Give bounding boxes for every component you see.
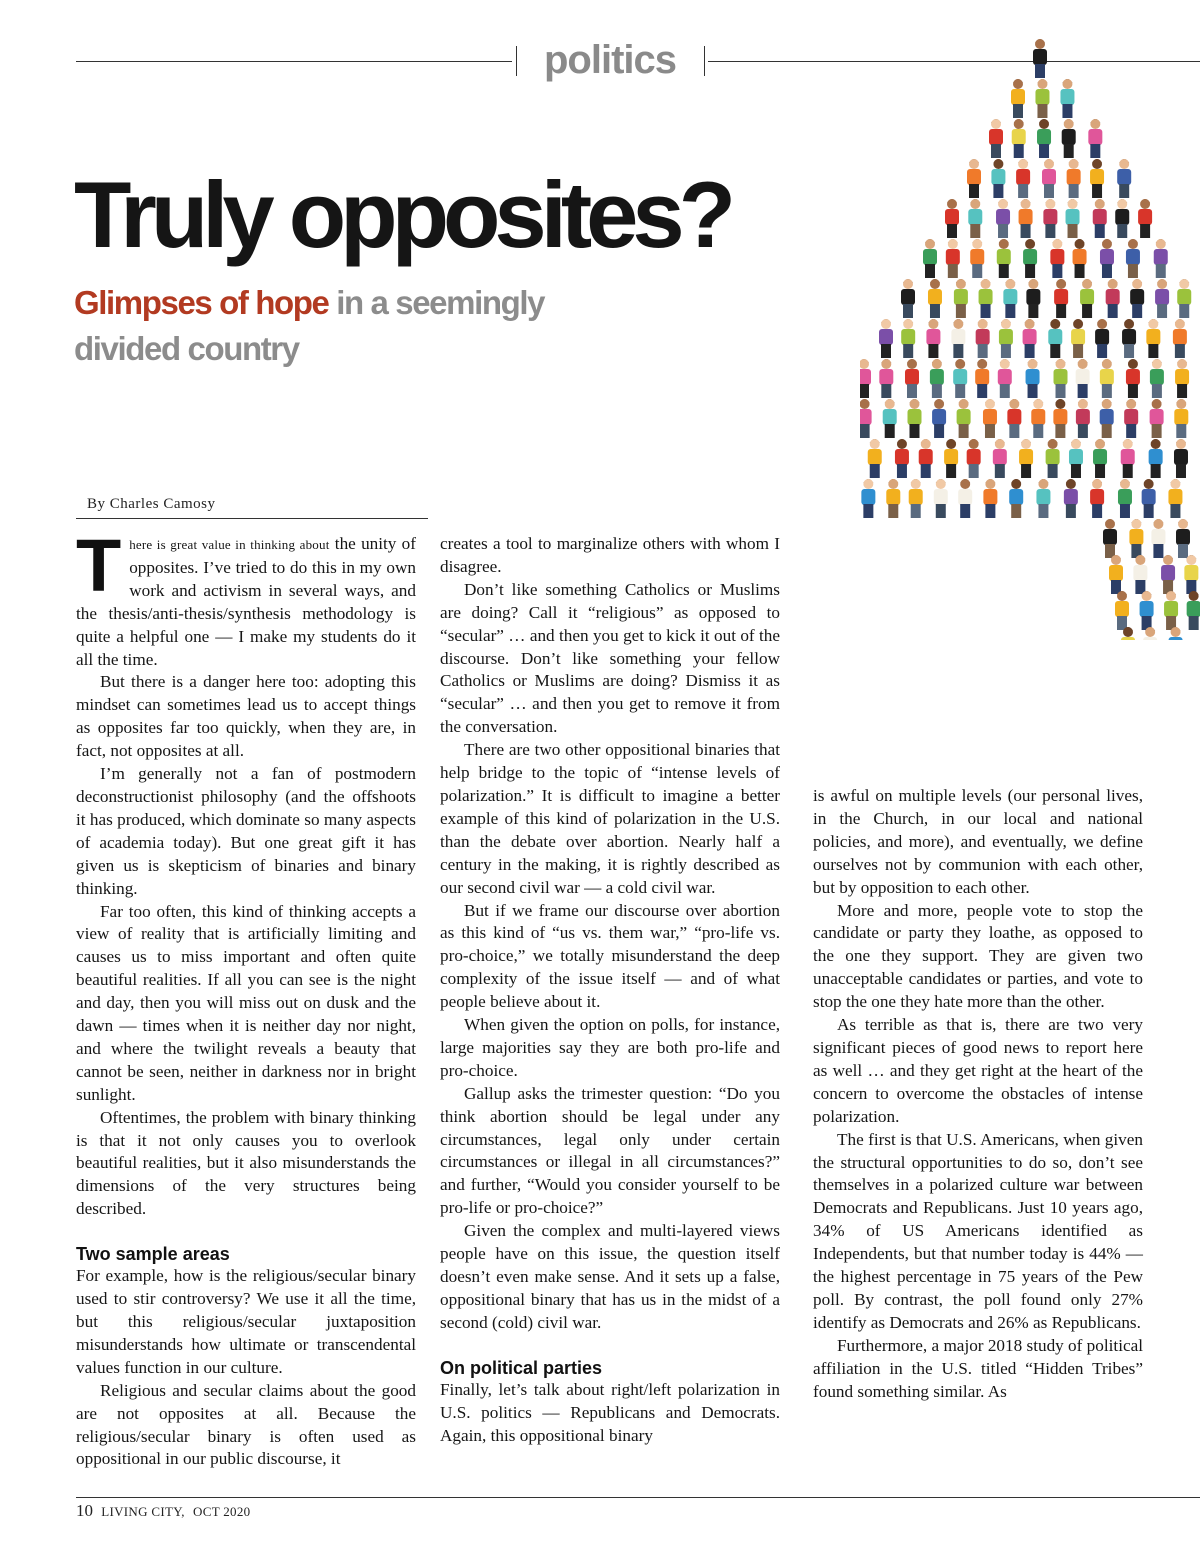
crowd-person	[1126, 239, 1140, 278]
crowd-person	[1100, 239, 1114, 278]
paragraph: Finally, let’s talk about right/left polarization in U.S. politics — Republicans and Democrats. Again, this oppositional binary	[440, 1379, 780, 1445]
section-rule-left	[76, 61, 512, 62]
crowd-person	[1064, 479, 1078, 518]
crowd-person	[998, 359, 1012, 398]
crowd-person	[1053, 399, 1067, 438]
crowd-person	[1067, 159, 1081, 198]
page-number: 10	[76, 1501, 93, 1520]
crowd-person	[1066, 199, 1080, 238]
crowd-person	[1164, 591, 1178, 630]
crowd-person	[1073, 239, 1087, 278]
crowd-person	[909, 479, 923, 518]
paragraph: is awful on multiple levels (our personal lives, in the Church, in our local and national policies, and more), and eventually, we define ourselves not by communion with each other, but by opposition to each other.	[813, 786, 1143, 897]
paragraph: There are two other oppositional binaries that help bridge to the topic of “intense levels of polarization.” It is difficult to imagine a better example of this kind of polarization in the U.S. than the debate over abortion. Nearly half a century in the making, it is rightly described as our second civil war — a cold civil war.	[440, 740, 780, 897]
crowd-person	[979, 279, 993, 318]
paragraph: Don’t like something Catholics or Muslims are doing? Call it “religious” as opposed to “secular” … and then you get to kick it out of the discourse. Don’t like something your fellow Catholics or Muslims are doing? Dismiss it as “secular” … and then you get to remove it from the conversation.	[440, 579, 780, 737]
crowd-person	[1007, 399, 1021, 438]
crowd-person	[968, 199, 982, 238]
crowd-person	[1054, 359, 1068, 398]
crowd-person	[1174, 439, 1188, 478]
paragraph: Given the complex and multi-layered views people have on this issue, the question itself doesn’t even make sense. And it sets up a false, oppositional binary that has us in the midst of a second (cold) civil war.	[440, 1221, 780, 1332]
crowd-person	[1035, 79, 1049, 118]
crowd-person	[1122, 319, 1136, 358]
crowd-person	[1037, 119, 1051, 158]
crowd-person	[1126, 359, 1140, 398]
crowd-person	[1142, 479, 1156, 518]
crowd-photo	[860, 30, 1200, 640]
crowd-person	[1023, 319, 1037, 358]
crowd-person	[1026, 279, 1040, 318]
crowd-person	[928, 279, 942, 318]
paragraph: Gallup asks the trimester question: “Do you think abortion should be legal under any circumstances, legal only under certain circumstances or illegal in all circumstances?” and further, “Would you consider yourself to be pro-life or pro-choice?”	[440, 1083, 780, 1218]
article-column-2	[440, 533, 780, 1447]
publication-name: LIVING CITY,	[101, 1504, 185, 1519]
crowd-person	[1173, 319, 1187, 358]
crowd-person	[879, 359, 893, 398]
crowd-person	[919, 439, 933, 478]
crowd-person	[1060, 79, 1074, 118]
paragraph: As terrible as that is, there are two very significant pieces of good news to report here as well … and they get right at the heart of the concern to overcome the obstacles of intense polarization.	[813, 1015, 1143, 1126]
issue-date: OCT 2020	[193, 1504, 251, 1519]
paragraph: Oftentimes, the problem with binary thinking is that it not only causes you to overlook beautiful realities, but it also misunderstands the dimensions of the very structures being described.	[76, 1107, 416, 1219]
article-column-3	[813, 785, 1143, 1403]
crowd-person	[945, 199, 959, 238]
crowd-person	[1140, 591, 1154, 630]
crowd-person	[1103, 519, 1117, 558]
crowd-person	[946, 239, 960, 278]
crowd-person	[1146, 319, 1160, 358]
crowd-person	[1043, 199, 1057, 238]
crowd-person	[1151, 519, 1165, 558]
crowd-person	[1187, 591, 1200, 630]
crowd-person	[999, 319, 1013, 358]
crowd-person	[1033, 39, 1047, 78]
crowd-person	[954, 279, 968, 318]
article-title: Truly opposites?	[74, 162, 731, 267]
page-footer	[76, 1501, 250, 1521]
crowd-person	[923, 239, 937, 278]
crowd-person	[883, 399, 897, 438]
crowd-person	[1069, 439, 1083, 478]
crowd-person	[967, 439, 981, 478]
crowd-person	[1011, 79, 1025, 118]
paragraph: For example, how is the religious/secular binary used to stir controversy? We use it all the time, but this religious/secular juxtaposition misunderstands how ultimate or transcendental values function in our culture.	[76, 1266, 416, 1377]
paragraph: creates a tool to marginalize others with whom I disagree.	[440, 534, 780, 576]
crowd-person	[901, 319, 915, 358]
crowd-person	[1071, 319, 1085, 358]
crowd-person	[1050, 239, 1064, 278]
crowd-person	[957, 399, 971, 438]
crowd-person	[1031, 399, 1045, 438]
crowd-person	[861, 479, 875, 518]
crowd-person	[895, 439, 909, 478]
crowd-person	[879, 319, 893, 358]
byline-rule	[76, 518, 428, 519]
crowd-person	[1019, 199, 1033, 238]
paragraph: But there is a danger here too: adopting this mindset can sometimes lead us to accept things as opposites far too quickly, when they are, in fact, not opposites at all.	[76, 672, 416, 761]
byline: By Charles Camosy	[87, 496, 216, 512]
crowd-person	[1115, 591, 1129, 630]
crowd-person	[1003, 279, 1017, 318]
crowd-person	[967, 159, 981, 198]
subtitle-highlight: Glimpses of hope	[74, 284, 329, 321]
crowd-person	[1150, 399, 1164, 438]
crowd-person	[1174, 399, 1188, 438]
crowd-person	[1093, 199, 1107, 238]
crowd-person	[1117, 159, 1131, 198]
crowd-person	[1090, 479, 1104, 518]
crowd-person	[1009, 479, 1023, 518]
crowd-person	[1048, 319, 1062, 358]
section-tick-left	[516, 46, 517, 76]
crowd-person	[991, 159, 1005, 198]
crowd-person	[1124, 399, 1138, 438]
crowd-person	[1100, 359, 1114, 398]
crowd-person	[976, 319, 990, 358]
footer-rule	[76, 1497, 1200, 1498]
lead-paragraph	[76, 524, 417, 671]
crowd-person	[1019, 439, 1033, 478]
crowd-person	[1184, 555, 1198, 594]
crowd-person	[983, 479, 997, 518]
article-column-1	[76, 524, 417, 1471]
crowd-person	[1138, 199, 1152, 238]
crowd-person	[970, 239, 984, 278]
crowd-person	[1130, 279, 1144, 318]
crowd-person	[993, 439, 1007, 478]
paragraph: But if we frame our discourse over abortion as this kind of “us vs. them war,” “pro-life vs. pro-choice,” we totally misunderstand the deep complexity of the issue itself — and of what people believe about it.	[440, 900, 780, 1012]
paragraph: The first is that U.S. Americans, when given the structural opportunities to do so, don’t see themselves in a polarized culture war between Democrats and Republicans. Just 10 years ago, 34% of US Americans identified as Independents, but that number today is 44% — the highest percentage in 75 years of the Pew poll. By contrast, the poll found only 27% identify as Democrats and 26% as Republicans.	[813, 1129, 1143, 1332]
crowd-person	[1095, 319, 1109, 358]
paragraph: More and more, people vote to stop the candidate or party they loathe, as opposed to the one they support. They are given two unacceptable candidates or parties, and vote to stop the one they hate more than the other.	[813, 900, 1143, 1012]
crowd-person	[1175, 359, 1189, 398]
crowd-person	[1026, 359, 1040, 398]
crowd-person	[1149, 439, 1163, 478]
crowd-person	[1076, 359, 1090, 398]
crowd-person	[1080, 279, 1094, 318]
crowd-person	[860, 359, 871, 398]
crowd-person	[886, 479, 900, 518]
paragraph: the unity of opposites. I’ve tried to do this in my own work and activism in several ways, and the thesis/anti-thesis/synthesis methodology is quite a helpful one — I make my students do it all the time.	[76, 534, 417, 669]
crowd-person	[1154, 239, 1168, 278]
crowd-person	[1115, 199, 1129, 238]
crowd-person	[934, 479, 948, 518]
crowd-person	[996, 199, 1010, 238]
crowd-person	[1054, 279, 1068, 318]
paragraph: When given the option on polls, for instance, large majorities say they are both pro-life and pro-choice.	[440, 1015, 780, 1080]
crowd-person	[989, 119, 1003, 158]
crowd-person	[926, 319, 940, 358]
crowd-person	[1100, 399, 1114, 438]
crowd-person	[1176, 519, 1190, 558]
crowd-person	[944, 439, 958, 478]
paragraph: Religious and secular claims about the good are not opposites at all. Because the religious/secular binary is often used as oppositional in our public discourse, it	[76, 1380, 416, 1469]
crowd-person	[1093, 439, 1107, 478]
crowd-person	[951, 319, 965, 358]
crowd-person	[1042, 159, 1056, 198]
crowd-person	[908, 399, 922, 438]
crowd-person	[958, 479, 972, 518]
subheading-two-sample-areas: Two sample areas	[76, 1244, 230, 1265]
crowd-person	[975, 359, 989, 398]
crowd-person	[1088, 119, 1102, 158]
crowd-person	[1177, 279, 1191, 318]
crowd-person	[1155, 279, 1169, 318]
subheading-on-political-parties: On political parties	[440, 1357, 603, 1378]
section-label: politics	[543, 38, 677, 82]
crowd-person	[1090, 159, 1104, 198]
crowd-person	[1012, 119, 1026, 158]
crowd-person	[1076, 399, 1090, 438]
crowd-person	[901, 279, 915, 318]
paragraph: Furthermore, a major 2018 study of political affiliation in the U.S. titled “Hidden Tribes” found something similar. As	[813, 1335, 1143, 1401]
crowd-person	[983, 399, 997, 438]
crowd-person	[1016, 159, 1030, 198]
crowd-person	[905, 359, 919, 398]
crowd-person	[1168, 479, 1182, 518]
crowd-person	[953, 359, 967, 398]
crowd-person	[868, 439, 882, 478]
crowd-person	[1106, 279, 1120, 318]
section-tick-right	[704, 46, 705, 76]
crowd-person	[860, 399, 872, 438]
subtitle-rest: in a seemingly divided country	[74, 284, 545, 367]
lead-smallcaps: here is great value in thinking about	[129, 537, 330, 552]
article-subtitle	[74, 280, 594, 372]
crowd-person	[1118, 479, 1132, 518]
crowd-person	[1036, 479, 1050, 518]
crowd-person	[1161, 555, 1175, 594]
crowd-person	[1109, 555, 1123, 594]
crowd-person	[1121, 439, 1135, 478]
crowd-person	[1133, 555, 1147, 594]
crowd-person	[1129, 519, 1143, 558]
crowd-person	[997, 239, 1011, 278]
paragraph: Far too often, this kind of thinking accepts a view of reality that is artificially limiting and causes us to miss important and often quite beautiful realities. If all you can see is the night and day, then you will miss out on dusk and the dawn — times when it is neither day nor night, and where the twilight reveals a beauty that cannot be seen, neither in darkness nor in bright sunlight.	[76, 901, 416, 1104]
crowd-person	[1150, 359, 1164, 398]
paragraph: I’m generally not a fan of postmodern deconstructionist philosophy (and the offshoots it has produced, which dominate so many aspects of academia today). But one great gift it has given us is skepticism of binaries and binary thinking.	[76, 764, 416, 898]
crowd-person	[930, 359, 944, 398]
crowd-person	[1062, 119, 1076, 158]
crowd-person	[932, 399, 946, 438]
drop-cap: T	[76, 524, 122, 607]
crowd-person	[1046, 439, 1060, 478]
crowd-person	[1023, 239, 1037, 278]
